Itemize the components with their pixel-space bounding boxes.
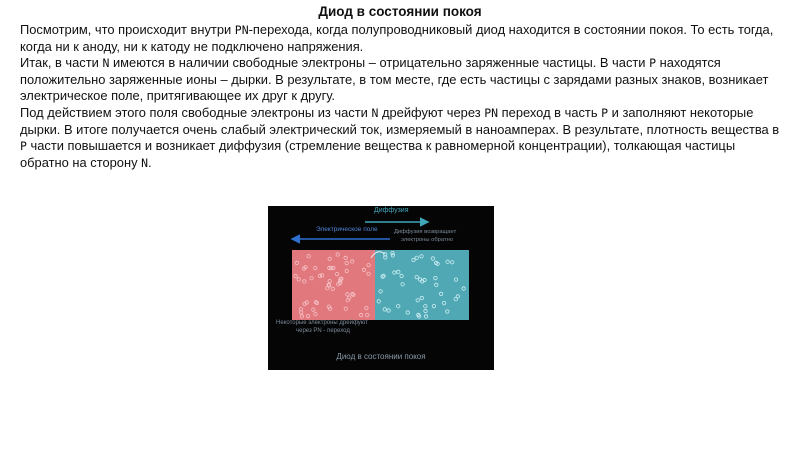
text-run: находятся положительно заряженные ионы – дырки. В результате, в том месте, где есть частицы с зарядами разных знаков, возникает электрическое поле, притягивающее их друг к другу. (20, 55, 769, 104)
label-diffusion-returns-2: электроны обратно (401, 237, 454, 243)
mono-term: N (102, 56, 110, 71)
paragraph-intro (20, 22, 782, 55)
mono-term: PN (484, 105, 499, 120)
text-run: дрейфуют через (378, 104, 485, 120)
label-diffusion-returns-1: Диффузия возвращает (394, 229, 457, 235)
mono-term: N (371, 105, 379, 120)
label-drift-1: Некоторые электроны дрейфуют (276, 320, 368, 326)
text-run: -перехода, когда полупроводниковый диод находится в состоянии покоя. То есть тогда, когда ни к аноду, ни к катоду не подключено напряжения. (20, 22, 774, 54)
text-run: Под действием этого поля свободные электроны из части (20, 104, 372, 120)
body-text (20, 22, 782, 171)
mono-term: P (601, 105, 609, 120)
diode-diagram (268, 206, 494, 370)
text-run: имеются в наличии свободные электроны – отрицательно заряженные частицы. В части (109, 55, 650, 71)
label-diffusion: Диффузия (374, 207, 409, 214)
p-region (292, 250, 375, 320)
label-drift-2: через PN - переход (296, 328, 350, 334)
mono-term: P (649, 56, 657, 71)
text-run: и заполняют некоторые дырки. В итоге получается очень слабый электрический ток, измеряемый в наноамперах. В результате, плотность вещества в (20, 104, 780, 137)
text-run: Посмотрим, что происходит внутри (20, 22, 235, 37)
mono-term: PN (234, 23, 249, 37)
mono-term: N (141, 155, 149, 170)
paragraph-charges (20, 55, 782, 105)
text-run: Итак, в части (20, 55, 103, 71)
label-electric-field: Электрическое поле (316, 226, 378, 233)
figure-caption: Диод в состоянии покоя (336, 352, 426, 361)
slide-title: Диод в состоянии покоя (318, 4, 482, 19)
paragraph-drift (20, 105, 782, 171)
mono-term: P (20, 139, 27, 154)
n-region (375, 250, 469, 320)
text-run: переход в часть (498, 104, 602, 120)
text-run: . (148, 154, 152, 170)
diode-figure (268, 206, 494, 370)
text-run: части повышается и возникает диффузия (стремление вещества к равномерной концентрации), толкающая частицы обратно на сторону (20, 138, 736, 170)
